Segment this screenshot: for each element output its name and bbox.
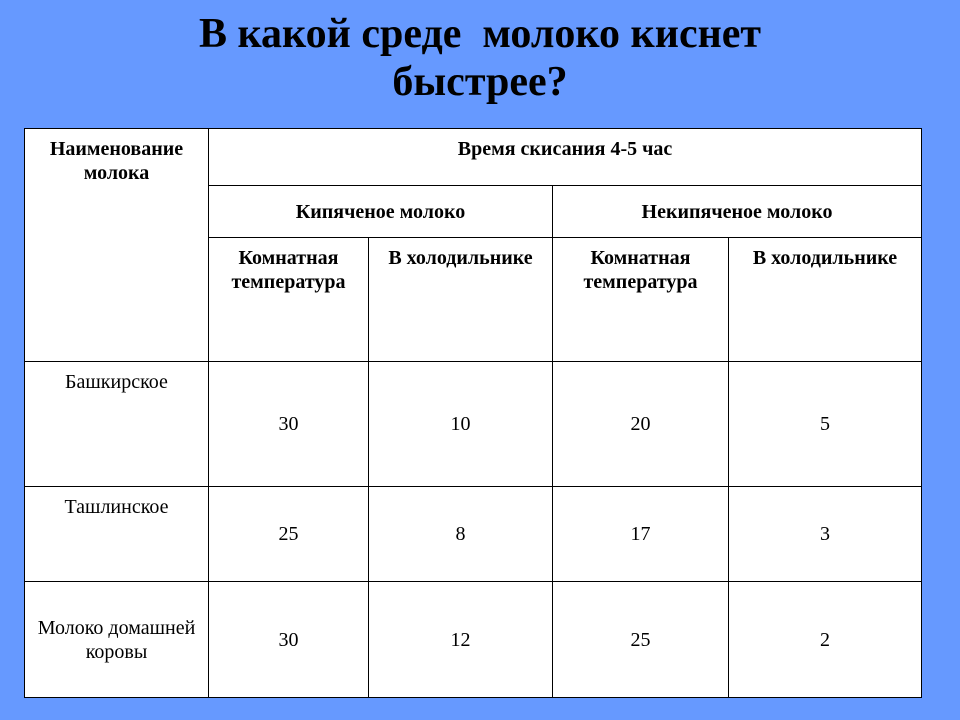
condition-header-unboiled-fridge: В холодильнике — [729, 238, 922, 362]
table-row — [25, 362, 922, 487]
condition-header-unboiled-room: Комнатная температура — [553, 238, 729, 362]
table-cell: 5 — [729, 362, 922, 487]
table-cell: 2 — [729, 582, 922, 698]
table-row — [25, 487, 922, 582]
table-cell: 30 — [209, 582, 369, 698]
table-cell: 25 — [553, 582, 729, 698]
slide-title — [0, 10, 960, 106]
condition-header-boiled-room: Комнатная температура — [209, 238, 369, 362]
table-row — [25, 582, 922, 698]
slide-title-line-1: В какой среде молоко киснет — [198, 11, 762, 57]
boiled-milk-header: Кипяченое молоко — [209, 186, 553, 238]
table-header-row-1 — [25, 129, 922, 186]
row-name: Башкирское — [25, 362, 209, 487]
unboiled-milk-header: Некипяченое молоко — [553, 186, 922, 238]
table-cell: 3 — [729, 487, 922, 582]
name-column-header: Наименование молока — [25, 129, 209, 362]
table-cell: 17 — [553, 487, 729, 582]
slide-title-line-2: быстрее? — [392, 59, 568, 105]
condition-header-boiled-fridge: В холодильнике — [369, 238, 553, 362]
table-cell: 12 — [369, 582, 553, 698]
row-name: Ташлинское — [25, 487, 209, 582]
milk-souring-table — [24, 128, 922, 698]
row-name: Молоко домашней коровы — [25, 582, 209, 698]
table-cell: 25 — [209, 487, 369, 582]
table-cell: 8 — [369, 487, 553, 582]
souring-time-header: Время скисания 4-5 час — [209, 129, 922, 186]
table-cell: 20 — [553, 362, 729, 487]
table-cell: 30 — [209, 362, 369, 487]
table-cell: 10 — [369, 362, 553, 487]
